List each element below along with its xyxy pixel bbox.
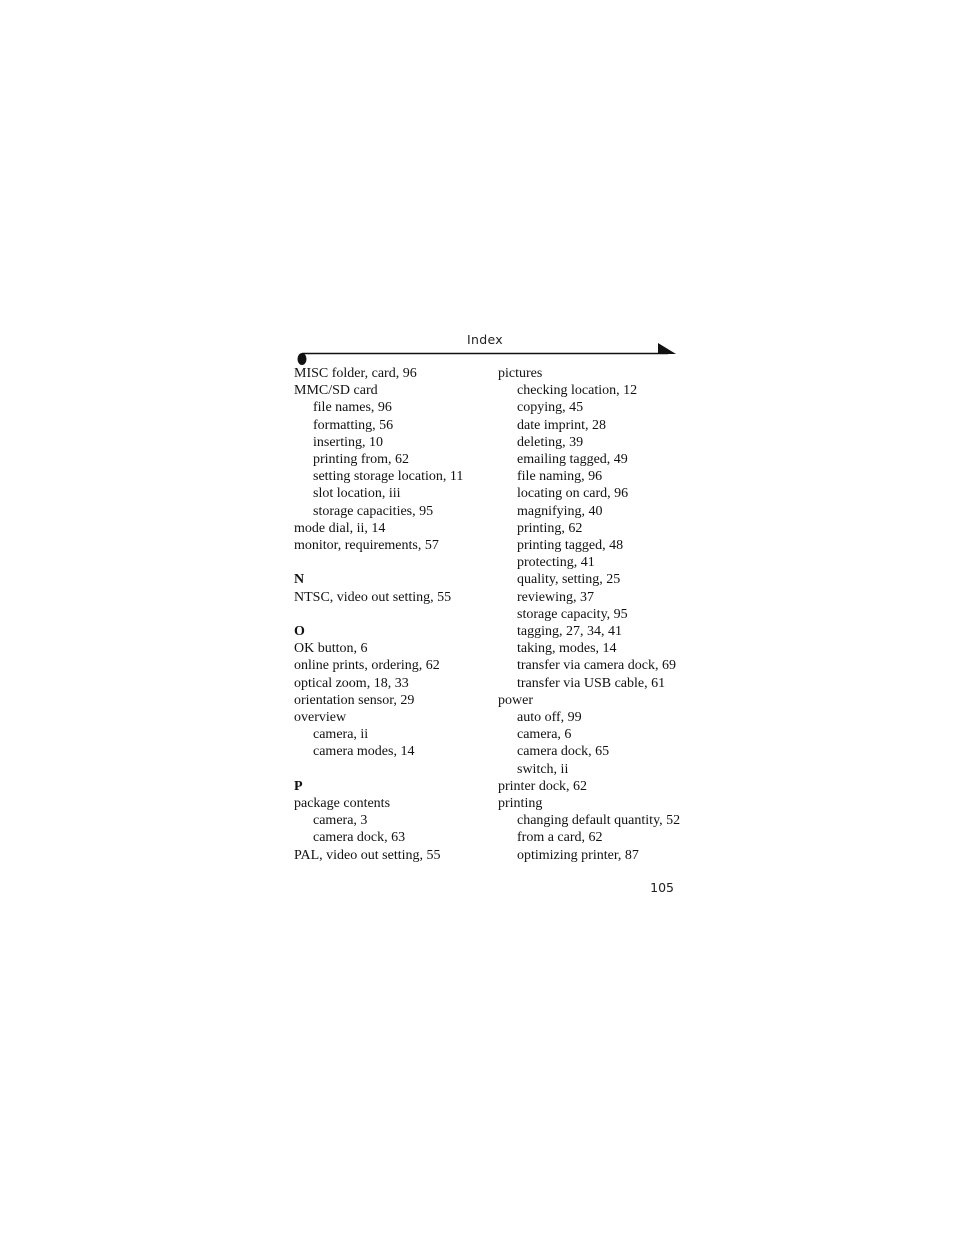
index-subentry: magnifying, 40 <box>517 503 603 519</box>
index-entry: printer dock, 62 <box>498 778 588 794</box>
index-entry: optical zoom, 18, 33 <box>294 675 409 691</box>
index-subentry: camera, ii <box>313 727 369 743</box>
header-rule <box>296 343 680 365</box>
index-subentry: checking location, 12 <box>517 383 638 399</box>
index-subentry: setting storage location, 11 <box>313 469 464 485</box>
index-entry: MMC/SD card <box>294 383 378 399</box>
index-subentry: camera dock, 63 <box>313 830 406 846</box>
index-subentry: camera dock, 65 <box>517 744 610 760</box>
index-entry: NTSC, video out setting, 55 <box>294 589 452 605</box>
index-subentry: slot location, iii <box>313 486 401 502</box>
index-entry: power <box>498 692 533 708</box>
index-entry: monitor, requirements, 57 <box>294 538 439 554</box>
index-entry: pictures <box>498 366 543 381</box>
index-subentry: printing from, 62 <box>313 452 410 468</box>
index-subentry: reviewing, 37 <box>517 589 594 605</box>
index-entry: PAL, video out setting, 55 <box>294 847 441 863</box>
index-column-left <box>294 365 484 864</box>
index-entry: orientation sensor, 29 <box>294 692 415 708</box>
index-subentry: storage capacities, 95 <box>313 503 434 519</box>
index-subentry: taking, modes, 14 <box>517 641 617 657</box>
index-subentry: inserting, 10 <box>313 434 383 450</box>
section-spacer <box>294 554 484 571</box>
index-subentry: tagging, 27, 34, 41 <box>517 624 622 640</box>
index-subentry: optimizing printer, 87 <box>517 847 639 863</box>
index-entry: online prints, ordering, 62 <box>294 658 440 674</box>
section-spacer <box>294 606 484 623</box>
index-subentry: emailing tagged, 49 <box>517 452 628 468</box>
index-subentry: transfer via USB cable, 61 <box>517 675 666 691</box>
index-entry: MISC folder, card, 96 <box>294 366 417 381</box>
index-subentry: printing, 62 <box>517 520 583 536</box>
index-entry: printing <box>498 796 543 812</box>
index-subentry: from a card, 62 <box>517 830 603 846</box>
index-letter-heading: N <box>294 572 305 588</box>
index-entry: OK button, 6 <box>294 641 368 657</box>
index-subentry: camera, 6 <box>517 727 572 743</box>
index-subentry: storage capacity, 95 <box>517 606 628 622</box>
index-letter-heading: O <box>294 624 305 640</box>
index-subentry: camera, 3 <box>313 813 368 829</box>
index-entry: mode dial, ii, 14 <box>294 520 386 536</box>
running-header-title: Index <box>467 332 503 347</box>
index-subentry: copying, 45 <box>517 400 584 416</box>
rule-right-arrow-icon <box>658 343 676 354</box>
index-column-right <box>498 365 688 864</box>
index-subentry: transfer via camera dock, 69 <box>517 658 676 674</box>
rule-left-dot <box>298 353 307 365</box>
page-number: 105 <box>650 880 674 895</box>
index-subentry: auto off, 99 <box>517 710 582 726</box>
index-subentry: formatting, 56 <box>313 417 394 433</box>
index-subentry: file names, 96 <box>313 400 392 416</box>
index-subentry: protecting, 41 <box>517 555 595 571</box>
index-letter-heading: P <box>294 778 303 794</box>
index-entry: package contents <box>294 796 391 812</box>
index-subentry: deleting, 39 <box>517 434 584 450</box>
index-subentry: switch, ii <box>517 761 569 777</box>
index-subentry: printing tagged, 48 <box>517 538 624 554</box>
index-subentry: file naming, 96 <box>517 469 603 485</box>
index-subentry: changing default quantity, 52 <box>517 813 681 829</box>
index-subentry: locating on card, 96 <box>517 486 629 502</box>
index-subentry: camera modes, 14 <box>313 744 415 760</box>
index-entry: overview <box>294 710 347 726</box>
index-subentry: date imprint, 28 <box>517 417 607 433</box>
index-subentry: quality, setting, 25 <box>517 572 621 588</box>
section-spacer <box>294 761 484 778</box>
